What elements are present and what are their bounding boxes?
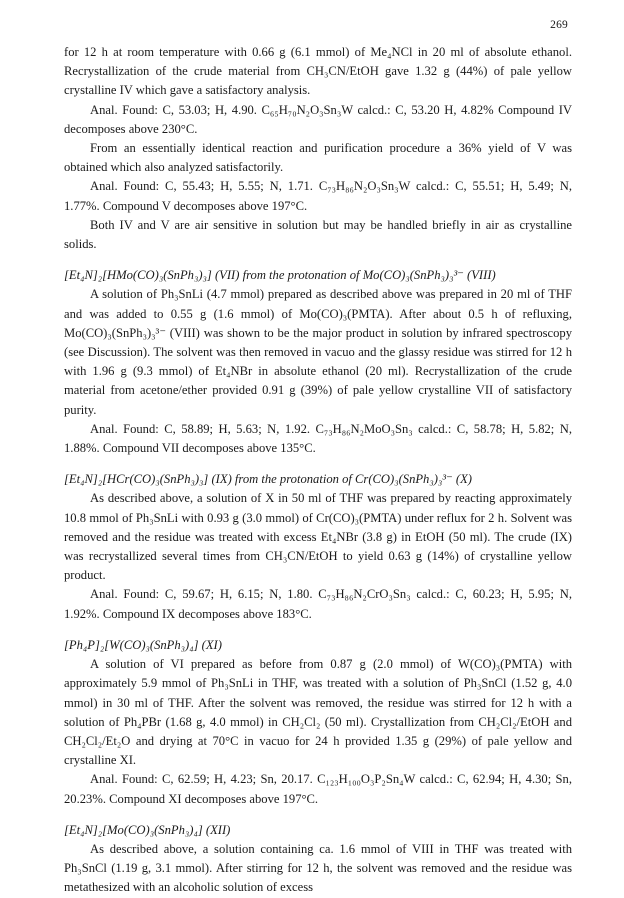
- section-heading: [Et₄N]₂[HMo(CO)₃(SnPh₃)₃] (VII) from the protonation of Mo(CO)₃(SnPh₃)₃³⁻ (VIII): [64, 268, 496, 283]
- paragraph: From an essentially identical reaction and purification procedure a 36% yield of V was obtained which also analyzed satisfactorily.: [64, 141, 572, 175]
- analysis-paragraph: Anal. Found: C, 62.59; H, 4.23; Sn, 20.17. C₁₂₃H₁₀₀O₃P₂Sn₄W calcd.: C, 62.94; H, 4.30; Sn, 20.23%. Compound XI decomposes above 197°C.: [64, 772, 572, 806]
- section-heading: [Ph₄P]₂[W(CO)₃(SnPh₃)₄] (XI): [64, 637, 222, 652]
- analysis-paragraph: Anal. Found: C, 53.03; H, 4.90. C₆₅H₇₀N₂O₃Sn₃W calcd.: C, 53.20 H, 4.82% Compound IV decomposes above 230°C.: [64, 102, 572, 136]
- body-text: [64, 43, 572, 898]
- section-heading: [Et₄N]₂[HCr(CO)₃(SnPh₃)₃] (IX) from the protonation of Cr(CO)₃(SnPh₃)₃³⁻ (X): [64, 472, 472, 487]
- page-number: 269: [550, 19, 568, 31]
- paragraph: for 12 h at room temperature with 0.66 g (6.1 mmol) of Me₄NCl in 20 ml of absolute ethanol. Recrystallization of the crude material from CH₃CN/EtOH gave 1.32 g (44%) of pale yellow crystalline IV which gave a satisfactory analysis.: [64, 45, 572, 98]
- analysis-paragraph: Anal. Found: C, 55.43; H, 5.55; N, 1.71. C₇₃H₈₆N₂O₃Sn₃W calcd.: C, 55.51; H, 5.49; N, 1.77%. Compound V decomposes above 197°C.: [64, 179, 572, 213]
- section-heading: [Et₄N]₂[Mo(CO)₃(SnPh₃)₄] (XII): [64, 822, 231, 837]
- analysis-paragraph: Anal. Found: C, 58.89; H, 5.63; N, 1.92. C₇₃H₈₆N₂MoO₃Sn₃ calcd.: C, 58.78; H, 5.82; N, 1.88%. Compound VII decomposes above 135°C.: [64, 421, 572, 456]
- paragraph: A solution of Ph₃SnLi (4.7 mmol) prepared as described above was prepared in 20 ml of THF and was added to 0.55 g (1.6 mmol) of Mo(CO)₃(PMTA). After about 0.5 h of refluxing, Mo(CO)₃(SnPh₃)₃³⁻ (VIII) was shown to be the major product in solution by infrared spectroscopy (see Discussion). The solvent was then removed in vacuo and the glassy residue was stirred for 12 h with 1.96 g (9.3 mmol) of Et₄NBr in absolute ethanol (20 ml). Recrystallization of the crude material from acetone/ether provided 0.91 g (39%) of pale yellow crystalline VII of satisfactory purity.: [64, 287, 572, 417]
- analysis-paragraph: Anal. Found: C, 59.67; H, 6.15; N, 1.80. C₇₃H₈₆N₂CrO₃Sn₃ calcd.: C, 60.23; H, 5.95; N, 1.92%. Compound IX decomposes above 183°C.: [64, 587, 572, 621]
- paragraph: As described above, a solution containing ca. 1.6 mmol of VIII in THF was treated with Ph₃SnCl (1.19 g, 3.1 mmol). After stirring for 12 h, the solvent was removed and the residue was metathesized with an alcoholic solution of excess: [64, 841, 572, 895]
- paragraph: As described above, a solution of X in 50 ml of THF was prepared by reacting approximately 10.8 mmol of Ph₃SnLi with 0.93 g (3.0 mmol) of Cr(CO)₃(PMTA) under reflux for 2 h. Solvent was removed and the residue was treated with excess Et₄NBr (3.8 g) in EtOH (50 ml). The crude (IX) was recrystallized several times from CH₃CN/EtOH to yield 0.63 g (14%) of crystalline yellow product.: [64, 491, 572, 583]
- paragraph: Both IV and V are air sensitive in solution but may be handled briefly in air as crystalline solids.: [64, 217, 572, 252]
- paragraph: A solution of VI prepared as before from 0.87 g (2.0 mmol) of W(CO)₃(PMTA) with approximately 5.9 mmol of Ph₃SnLi in THF, was treated with a solution of Ph₃SnCl (1.52 g, 4.0 mmol) in 30 ml of THF. After the solvent was removed, the residue was stirred for 12 h with a solution of Ph₄PBr (1.68 g, 4.0 mmol) in CH₂Cl₂ (50 ml). Crystallization from CH₂Cl₂/EtOH and CH₂Cl₂/Et₂O and drying at 70°C in vacuo for 24 h provided 1.35 g (29%) of pale yellow and crystalline XI.: [64, 657, 572, 768]
